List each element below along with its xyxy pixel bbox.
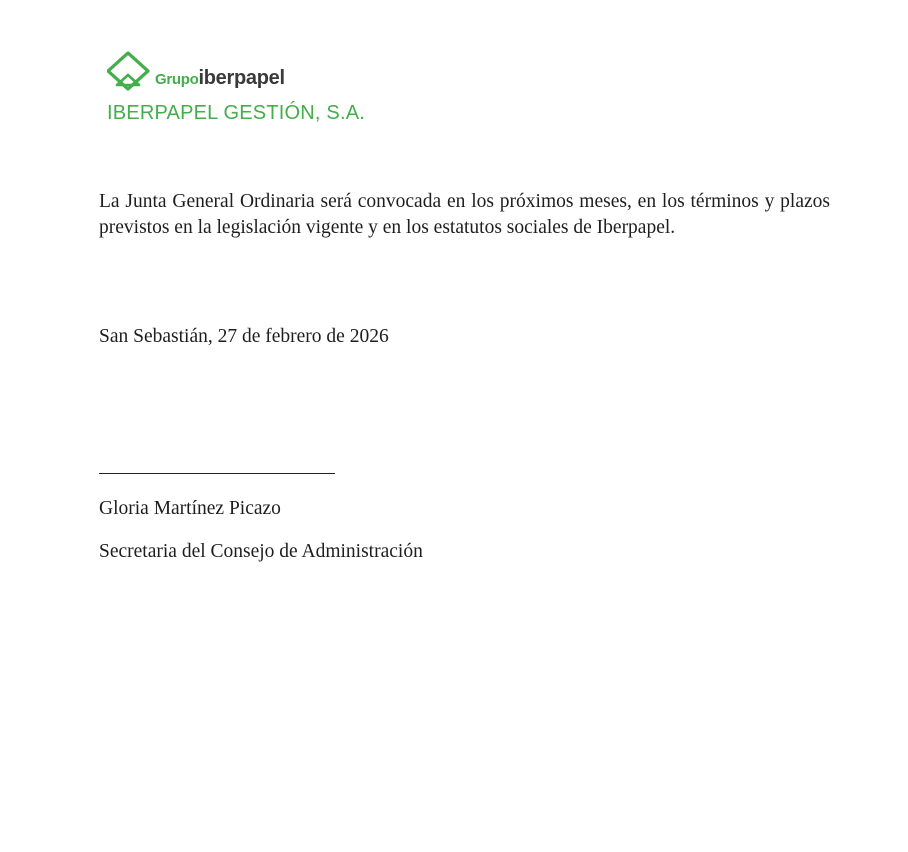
place-and-date: San Sebastián, 27 de febrero de 2026 <box>99 326 389 347</box>
logo-grupo-text: Grupo <box>155 71 199 88</box>
signer-name: Gloria Martínez Picazo <box>99 498 281 519</box>
signer-title: Secretaria del Consejo de Administración <box>99 541 423 562</box>
house-logo-icon <box>107 50 157 92</box>
logo-wordmark <box>155 68 285 88</box>
signature-line <box>99 473 335 474</box>
company-logo <box>107 50 407 130</box>
body-paragraph: La Junta General Ordinaria será convocada en los próximos meses, en los términos y plazos previstos en la legislación vigente y en los estatutos sociales de Iberpapel. <box>99 191 830 238</box>
company-name: IBERPAPEL GESTIÓN, S.A. <box>107 102 366 124</box>
logo-brand-text: iberpapel <box>198 67 285 89</box>
